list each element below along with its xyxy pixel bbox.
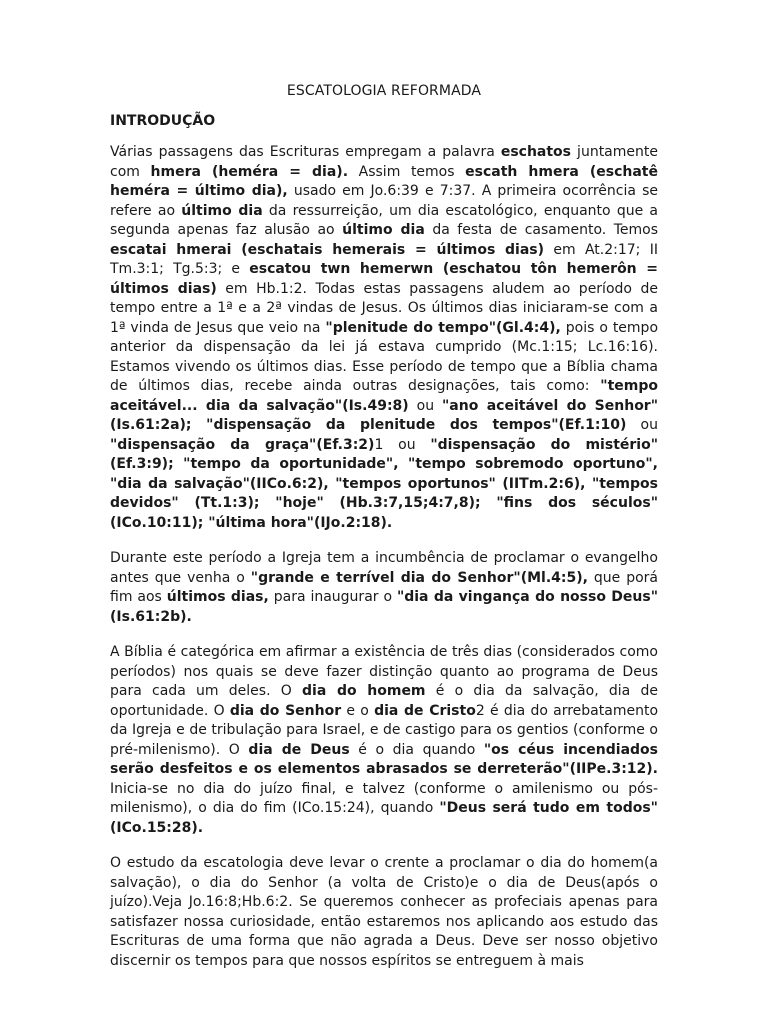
bold-text-fragment: último dia: [342, 222, 425, 238]
bold-text-fragment: "grande e terrível dia do Senhor"(Ml.4:5),: [250, 569, 588, 586]
text-fragment: que porá fim aos: [110, 569, 658, 605]
bold-text-fragment: "dia da vingança do nosso Deus"(Is.61:2b).: [110, 589, 658, 625]
document-title: ESCATOLOGIA REFORMADA: [286, 83, 482, 99]
text-fragment: é o dia quando: [349, 741, 484, 758]
section-heading: INTRODUÇÃO: [110, 112, 216, 129]
bold-text-fragment: eschatos: [500, 144, 572, 160]
text-fragment: ou: [626, 417, 658, 433]
text-fragment: e o: [341, 702, 375, 719]
bold-text-fragment: escath hmera (eschatê heméra = último dia),: [110, 163, 658, 199]
paragraph-study: [110, 854, 658, 971]
bold-text-fragment: "os céus incendiados serão desfeitos e os elementos abrasados se derreterão"(IIPe.3:12).: [110, 741, 659, 777]
text-fragment: em Hb.1:2. Todas estas passagens aludem ao período de tempo entre a 1ª e a 2ª vindas de Jesus. Os últimos dias iniciaram-se com a 1ª vinda de Jesus que veio na: [110, 280, 658, 336]
bold-text-fragment: "Deus será tudo em todos"(ICo.15:28).: [110, 800, 658, 836]
bold-text-fragment: dia de Cristo: [374, 702, 476, 719]
bold-text-fragment: dia de Deus: [248, 741, 350, 758]
bold-text-fragment: escatai hmerai (eschatais hemerais = últimos dias): [110, 241, 545, 258]
text-fragment: Durante este período a Igreja tem a incumbência de proclamar o evangelho antes que venha o: [110, 550, 658, 586]
bold-text-fragment: dia do homem: [302, 683, 426, 699]
paragraph-three-days: [110, 643, 658, 838]
text-fragment: em At.2:17; II Tm.3:1; Tg.5:3; e: [110, 241, 658, 277]
text-fragment: pois o tempo anterior da dispensação da lei já estava cumprido (Mc.1:15; Lc.16:16). Estamos vivendo os últimos dias. Esse período de tempo que a Bíblia chama de últimos dias, recebe ainda outras designações, tais como:: [110, 319, 659, 394]
paragraph-intro: [110, 143, 658, 533]
text-fragment: usado em Jo.6:39 e 7:37. A primeira ocorrência se refere ao: [110, 183, 658, 219]
bold-text-fragment: últimos dias,: [166, 589, 269, 605]
bold-text-fragment: "dispensação da graça"(Ef.3:2): [110, 436, 375, 453]
text-fragment: juntamente com: [110, 144, 658, 180]
bold-text-fragment: último dia: [181, 202, 263, 219]
text-fragment: Assim temos: [348, 163, 466, 180]
paragraph-church-period: [110, 549, 658, 627]
text-fragment: é o dia da salvação, dia de oportunidade. O: [110, 683, 658, 719]
text-fragment: da ressurreição, um dia escatológico, enquanto que a segunda apenas faz alusão ao: [110, 202, 658, 238]
bold-text-fragment: "plenitude do tempo"(Gl.4:4),: [325, 319, 561, 336]
bold-text-fragment: hmera (heméra = dia).: [150, 163, 349, 180]
text-fragment: A Bíblia é categórica em afirmar a existência de três dias (considerados como períodos) nos quais se deve fazer distinção quanto ao programa de Deus para cada um deles. O: [110, 644, 658, 699]
bold-text-fragment: "tempo aceitável... dia da salvação"(Is.49:8): [110, 378, 658, 414]
bold-text-fragment: "ano aceitável do Senhor"(Is.61:2a); "dispensação da plenitude dos tempos"(Ef.1:10): [110, 397, 659, 433]
text-fragment: para inaugurar o: [268, 589, 397, 605]
text-fragment: da festa de casamento. Temos: [424, 222, 659, 238]
text-fragment: O estudo da escatologia deve levar o crente a proclamar o dia do homem(a salvação), o dia do Senhor (a volta de Cristo)e o dia de Deus(após o juízo).Veja Jo.16:8;Hb.6:2. Se queremos conhecer as profeciais apenas para satisfazer nossa curiosidade, então estaremos nos aplicando aos estudo das Escrituras de uma forma que não agrada a Deus. Deve ser nosso objetivo discernir os tempos para que nossos espíritos se entreguem à mais: [110, 855, 658, 969]
text-fragment: 2 é dia do arrebatamento da Igreja e de tribulação para Israel, e de castigo para os gentios (conforme o pré-milenismo). O: [110, 702, 659, 758]
text-fragment: Várias passagens das Escrituras empregam a palavra: [110, 144, 501, 160]
bold-text-fragment: "dispensação do mistério"(Ef.3:9); "tempo da oportunidade", "tempo sobremodo oportuno", "dia da salvação"(IICo.6:2), "tempos oportunos" (IITm.2:6), "tempos devidos" (Tt.1:3); "hoje" (Hb.3:7,15;4:7,8); "fins dos séculos" (ICo.10:11); "última hora"(IJo.2:18).: [110, 436, 658, 531]
text-fragment: Inicia-se no dia do juízo final, e talvez (conforme o amilenismo ou pós-milenismo), o dia do fim (ICo.15:24), quando: [110, 780, 658, 816]
bold-text-fragment: escatou twn hemerwn (eschatou tôn hemerôn = últimos dias): [110, 261, 659, 297]
text-fragment: 1 ou: [374, 436, 431, 453]
text-fragment: ou: [408, 397, 443, 414]
bold-text-fragment: dia do Senhor: [229, 702, 342, 719]
